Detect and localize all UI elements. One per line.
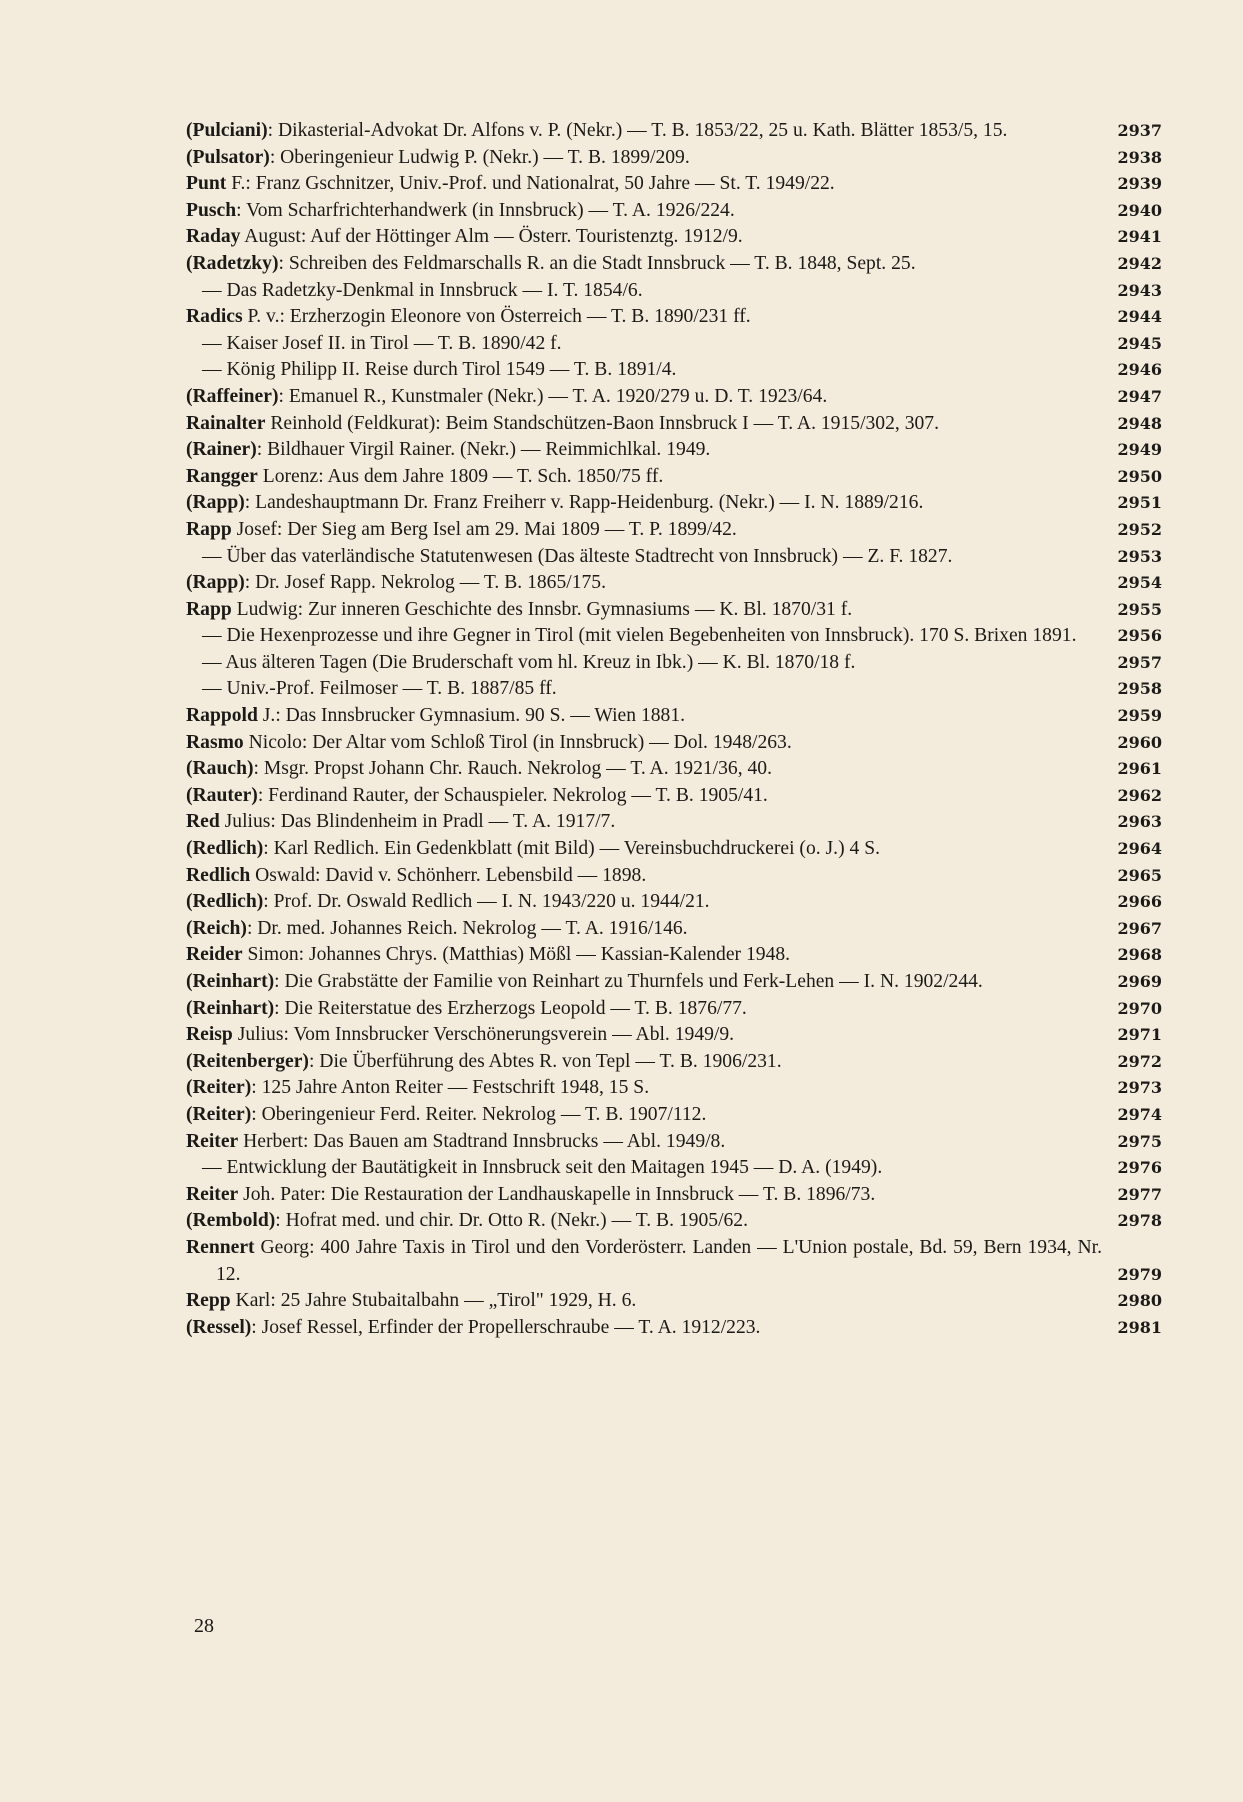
entry-name: (Reiter): [186, 1077, 252, 1099]
entry-body: [186, 1288, 1102, 1315]
entry-body: [186, 1235, 1102, 1288]
entry-name: (Reiter): [186, 1103, 252, 1125]
entry-body: [186, 1155, 1102, 1182]
entry-text: : Die Reiterstatue des Erzherzogs Leopold — T. B. 1876/77.: [274, 997, 747, 1019]
entry-text: Herbert: Das Bauen am Stadtrand Innsbrucks — Abl. 1949/8.: [238, 1130, 726, 1152]
entry-number: 2961: [1117, 759, 1162, 779]
entry-body: [186, 863, 1102, 890]
entry-number: 2977: [1117, 1184, 1162, 1204]
entry-body: [186, 1049, 1102, 1076]
entry-number: 2938: [1117, 147, 1162, 167]
entry-number: 2971: [1117, 1025, 1162, 1045]
bibliography-entry: [186, 544, 1162, 571]
entry-number: 2967: [1117, 918, 1162, 938]
entry-name: (Redlich): [186, 891, 264, 913]
bibliography-entry: [186, 278, 1162, 305]
entry-text: — Das Radetzky-Denkmal in Innsbruck — I. T. 1854/6.: [202, 279, 643, 301]
entry-text: : Landeshauptmann Dr. Franz Freiherr v. Rapp-Heidenburg. (Nekr.) — I. N. 1889/216.: [244, 492, 924, 514]
entry-number: 2981: [1117, 1317, 1162, 1337]
bibliography-entry: [186, 969, 1162, 996]
entry-number: 2966: [1117, 892, 1162, 912]
entry-name: Raday: [186, 226, 241, 248]
entry-text: — Aus älteren Tagen (Die Bruderschaft vom hl. Kreuz in Ibk.) — K. Bl. 1870/18 f.: [202, 651, 856, 673]
entry-text: Joh. Pater: Die Restauration der Landhauskapelle in Innsbruck — T. B. 1896/73.: [238, 1183, 876, 1205]
entry-body: [186, 1075, 1102, 1102]
entry-name: (Rembold): [186, 1210, 276, 1232]
entry-number: 2974: [1117, 1104, 1162, 1124]
bibliography-entry: [186, 251, 1162, 278]
entry-number: 2942: [1117, 253, 1162, 273]
entry-number: 2941: [1117, 227, 1162, 247]
entry-body: [186, 1102, 1102, 1129]
bibliography-entry: [186, 357, 1162, 384]
entry-text: : Schreiben des Feldmarschalls R. an die Stadt Innsbruck — T. B. 1848, Sept. 25.: [278, 252, 916, 274]
entry-number: 2975: [1117, 1131, 1162, 1151]
entry-body: [186, 916, 1102, 943]
entry-number: 2951: [1117, 493, 1162, 513]
entry-text: : Emanuel R., Kunstmaler (Nekr.) — T. A. 1920/279 u. D. T. 1923/64.: [278, 385, 828, 407]
entry-name: (Pulciani): [186, 120, 268, 141]
entry-text: Ludwig: Zur inneren Geschichte des Innsbr. Gymnasiums — K. Bl. 1870/31 f.: [231, 598, 853, 620]
entry-body: [186, 1182, 1102, 1209]
entry-name: (Rauter): [186, 784, 258, 806]
entry-name: Redlich: [186, 864, 251, 886]
bibliography-entry: [186, 676, 1162, 703]
entry-number: 2976: [1117, 1158, 1162, 1178]
entry-number: 2949: [1117, 440, 1162, 460]
entry-body: [186, 544, 1102, 571]
bibliography-entry: [186, 1102, 1162, 1129]
entry-body: [186, 517, 1102, 544]
entry-number: 2945: [1117, 333, 1162, 353]
entry-name: (Ressel): [186, 1316, 252, 1338]
entry-number: 2952: [1117, 519, 1162, 539]
entry-text: August: Auf der Höttinger Alm — Österr. Touristenztg. 1912/9.: [240, 226, 743, 248]
entry-body: [186, 597, 1102, 624]
entry-name: (Redlich): [186, 838, 264, 860]
entry-text: Reinhold (Feldkurat): Beim Standschützen-Baon Innsbruck I — T. A. 1915/302, 307.: [265, 412, 939, 434]
bibliography-entry: [186, 171, 1162, 198]
entry-text: Josef: Der Sieg am Berg Isel am 29. Mai 1809 — T. P. 1899/42.: [231, 518, 737, 540]
bibliography-entry: [186, 331, 1162, 358]
entry-number: 2973: [1117, 1078, 1162, 1098]
bibliography-entry: [186, 863, 1162, 890]
entry-body: [186, 1129, 1102, 1156]
entry-number: 2955: [1117, 599, 1162, 619]
entry-number: 2968: [1117, 945, 1162, 965]
entry-body: [186, 1022, 1102, 1049]
bibliography-entry: [186, 809, 1162, 836]
entry-name: (Rapp): [186, 492, 245, 514]
bibliography-entry: [186, 570, 1162, 597]
entry-name: Repp: [186, 1290, 231, 1312]
entry-text: Julius: Das Blindenheim in Pradl — T. A. 1917/7.: [219, 811, 616, 833]
entry-number: 2948: [1117, 413, 1162, 433]
entry-text: Georg: 400 Jahre Taxis in Tirol und den Vorderösterr. Landen — L'Union postale, Bd. 59, Bern 1934, Nr. 12.: [216, 1236, 1102, 1285]
bibliography-entry: [186, 836, 1162, 863]
entry-body: [186, 171, 1102, 198]
entry-name: Reisp: [186, 1024, 233, 1046]
entry-text: — Entwicklung der Bautätigkeit in Innsbruck seit den Maitagen 1945 — D. A. (1949).: [202, 1157, 883, 1179]
entry-number: 2958: [1117, 679, 1162, 699]
bibliography-entry: [186, 1288, 1162, 1315]
entry-text: — Univ.-Prof. Feilmoser — T. B. 1887/85 ff.: [202, 678, 557, 700]
entry-number: 2969: [1117, 972, 1162, 991]
entry-body: [186, 1315, 1102, 1342]
entry-name: Rapp: [186, 598, 232, 620]
entry-name: Rainalter: [186, 412, 266, 434]
entry-name: Reider: [186, 944, 243, 966]
entry-number: 2937: [1117, 121, 1162, 140]
entry-body: [186, 756, 1102, 783]
bibliography-entry: [186, 198, 1162, 225]
entry-body: [186, 942, 1102, 969]
bibliography-entry: [186, 437, 1162, 464]
entry-text: Julius: Vom Innsbrucker Verschönerungsverein — Abl. 1949/9.: [232, 1024, 735, 1046]
entry-text: : Bildhauer Virgil Rainer. (Nekr.) — Reimmichlkal. 1949.: [256, 439, 711, 461]
entry-text: — Über das vaterländische Statutenwesen (Das älteste Stadtrecht von Innsbruck) — Z. F. 1827.: [202, 545, 953, 567]
entry-number: 2954: [1117, 573, 1162, 593]
bibliography-entry: [186, 224, 1162, 251]
entry-body: [186, 676, 1102, 703]
entry-text: : Josef Ressel, Erfinder der Propellerschraube — T. A. 1912/223.: [251, 1316, 761, 1338]
entry-body: [186, 304, 1102, 331]
entry-body: [186, 996, 1102, 1023]
entry-number: 2939: [1117, 174, 1162, 194]
bibliography-entry: [186, 703, 1162, 730]
entry-body: [186, 730, 1102, 757]
bibliography-entry: [186, 1315, 1162, 1342]
bibliography-entry: [186, 1129, 1162, 1156]
entry-name: Red: [186, 811, 220, 833]
bibliography-entry: [186, 118, 1162, 145]
bibliography-entry: [186, 1022, 1162, 1049]
entry-name: Reiter: [186, 1130, 239, 1152]
entry-text: : Hofrat med. und chir. Dr. Otto R. (Nekr.) — T. B. 1905/62.: [275, 1210, 749, 1232]
entry-body: [186, 384, 1102, 411]
page-number: 28: [194, 1615, 214, 1637]
entry-name: Rennert: [186, 1236, 255, 1258]
entry-number: 2950: [1117, 466, 1162, 486]
entry-body: [186, 570, 1102, 597]
bibliography-entry: [186, 650, 1162, 677]
entry-body: [186, 490, 1102, 517]
entry-number: 2957: [1117, 652, 1162, 672]
entry-text: P. v.: Erzherzogin Eleonore von Österreich — T. B. 1890/231 ff.: [242, 306, 751, 328]
entry-number: 2965: [1117, 865, 1162, 885]
entry-name: (Raffeiner): [186, 385, 279, 407]
entry-text: : Msgr. Propst Johann Chr. Rauch. Nekrolog — T. A. 1921/36, 40.: [253, 758, 773, 780]
bibliography-entry: [186, 730, 1162, 757]
bibliography-entry: [186, 1235, 1162, 1288]
bibliography-entry: [186, 464, 1162, 491]
entry-number: 2963: [1117, 812, 1162, 832]
entry-text: J.: Das Innsbrucker Gymnasium. 90 S. — Wien 1881.: [257, 705, 686, 727]
bibliography-entry: [186, 889, 1162, 916]
entry-name: (Reinhart): [186, 971, 275, 992]
entry-text: Nicolo: Der Altar vom Schloß Tirol (in Innsbruck) — Dol. 1948/263.: [243, 731, 792, 753]
entry-name: Punt: [186, 173, 227, 195]
entry-text: Oswald: David v. Schönherr. Lebensbild — 1898.: [250, 864, 647, 886]
bibliography-entry: [186, 411, 1162, 438]
entry-text: : Dikasterial-Advokat Dr. Alfons v. P. (Nekr.) — T. B. 1853/22, 25 u. Kath. Blätter 1853/5, 15.: [267, 120, 1008, 141]
entry-body: [186, 331, 1102, 358]
entry-text: : Dr. med. Johannes Reich. Nekrolog — T. A. 1916/146.: [246, 917, 688, 939]
entry-number: 2946: [1117, 360, 1162, 380]
bibliography-entry: [186, 1182, 1162, 1209]
bibliography-entry: [186, 490, 1162, 517]
entry-body: [186, 650, 1102, 677]
bibliography-entry: [186, 623, 1162, 650]
entry-text: : Ferdinand Rauter, der Schauspieler. Nekrolog — T. B. 1905/41.: [257, 784, 768, 806]
entry-text: Lorenz: Aus dem Jahre 1809 — T. Sch. 1850/75 ff.: [257, 465, 664, 487]
entry-number: 2960: [1117, 732, 1162, 752]
entry-number: 2979: [1117, 1264, 1162, 1284]
entry-body: [186, 251, 1102, 278]
entry-name: Rangger: [186, 465, 258, 487]
entry-body: [186, 118, 1102, 145]
entry-number: 2953: [1117, 546, 1162, 566]
entry-name: Rapp: [186, 518, 232, 540]
bibliography-entry: [186, 1075, 1162, 1102]
bibliography-entry: [186, 384, 1162, 411]
entry-number: 2972: [1117, 1051, 1162, 1071]
entry-number: 2964: [1117, 839, 1162, 859]
entry-number: 2944: [1117, 307, 1162, 327]
bibliography-list: [186, 118, 1162, 1341]
entry-name: Pusch: [186, 199, 237, 221]
entry-number: 2943: [1117, 280, 1162, 300]
entry-body: [186, 437, 1102, 464]
entry-number: 2962: [1117, 785, 1162, 805]
entry-text: : Vom Scharfrichterhandwerk (in Innsbruck) — T. A. 1926/224.: [236, 199, 735, 221]
entry-body: [186, 809, 1102, 836]
entry-name: (Rainer): [186, 439, 257, 461]
entry-body: [186, 224, 1102, 251]
entry-number: 2947: [1117, 386, 1162, 406]
entry-body: [186, 1208, 1102, 1235]
entry-text: : Die Grabstätte der Familie von Reinhart zu Thurnfels und Ferk-Lehen — I. N. 1902/244.: [274, 971, 983, 992]
entry-text: — König Philipp II. Reise durch Tirol 1549 — T. B. 1891/4.: [202, 359, 677, 381]
entry-text: — Kaiser Josef II. in Tirol — T. B. 1890/42 f.: [202, 332, 562, 354]
entry-text: : Karl Redlich. Ein Gedenkblatt (mit Bild) — Vereinsbuchdruckerei (o. J.) 4 S.: [263, 838, 880, 860]
entry-name: (Rauch): [186, 758, 254, 780]
entry-body: [186, 411, 1102, 438]
entry-name: (Reitenberger): [186, 1050, 309, 1072]
bibliography-entry: [186, 1049, 1162, 1076]
bibliography-entry: [186, 783, 1162, 810]
entry-text: : Dr. Josef Rapp. Nekrolog — T. B. 1865/175.: [244, 572, 606, 594]
bibliography-entry: [186, 304, 1162, 331]
entry-number: 2980: [1117, 1291, 1162, 1311]
entry-name: (Reinhart): [186, 997, 275, 1019]
entry-name: Radics: [186, 306, 243, 328]
entry-name: (Reich): [186, 917, 247, 939]
bibliography-entry: [186, 756, 1162, 783]
entry-text: Karl: 25 Jahre Stubaitalbahn — „Tirol" 1929, H. 6.: [230, 1290, 637, 1312]
entry-body: [186, 783, 1102, 810]
entry-body: [186, 278, 1102, 305]
entry-text: : Prof. Dr. Oswald Redlich — I. N. 1943/220 u. 1944/21.: [263, 891, 710, 913]
entry-number: 2978: [1117, 1211, 1162, 1231]
entry-text: Simon: Johannes Chrys. (Matthias) Mößl — Kassian-Kalender 1948.: [242, 944, 791, 966]
entry-text: : Oberingenieur Ferd. Reiter. Nekrolog — T. B. 1907/112.: [251, 1103, 707, 1125]
entry-number: 2970: [1117, 998, 1162, 1018]
entry-body: [186, 198, 1102, 225]
entry-text: : 125 Jahre Anton Reiter — Festschrift 1948, 15 S.: [251, 1077, 650, 1099]
bibliography-entry: [186, 1155, 1162, 1182]
bibliography-entry: [186, 942, 1162, 969]
bibliography-entry: [186, 916, 1162, 943]
entry-body: [186, 703, 1102, 730]
bibliography-entry: [186, 517, 1162, 544]
entry-body: [186, 969, 1102, 996]
entry-body: [186, 357, 1102, 384]
entry-name: Reiter: [186, 1183, 239, 1205]
entry-number: 2956: [1117, 626, 1162, 646]
entry-text: : Oberingenieur Ludwig P. (Nekr.) — T. B. 1899/209.: [269, 146, 690, 168]
entry-body: [186, 464, 1102, 491]
entry-name: (Radetzky): [186, 252, 279, 274]
entry-number: 2959: [1117, 706, 1162, 726]
entry-text: F.: Franz Gschnitzer, Univ.-Prof. und Nationalrat, 50 Jahre — St. T. 1949/22.: [226, 173, 835, 195]
bibliography-entry: [186, 597, 1162, 624]
bibliography-entry: [186, 1208, 1162, 1235]
bibliography-entry: [186, 145, 1162, 172]
entry-body: [186, 836, 1102, 863]
entry-body: [186, 889, 1102, 916]
entry-name: (Pulsator): [186, 146, 270, 168]
entry-name: Rasmo: [186, 731, 244, 753]
bibliography-entry: [186, 996, 1162, 1023]
entry-name: Rappold: [186, 705, 258, 727]
entry-name: (Rapp): [186, 572, 245, 594]
entry-body: [186, 145, 1102, 172]
entry-body: [186, 623, 1102, 650]
entry-text: — Die Hexenprozesse und ihre Gegner in Tirol (mit vielen Begebenheiten von Innsbruck). 170 S. Brixen 1891.: [202, 625, 1077, 647]
entry-number: 2940: [1117, 200, 1162, 220]
entry-text: : Die Überführung des Abtes R. von Tepl — T. B. 1906/231.: [308, 1050, 782, 1072]
